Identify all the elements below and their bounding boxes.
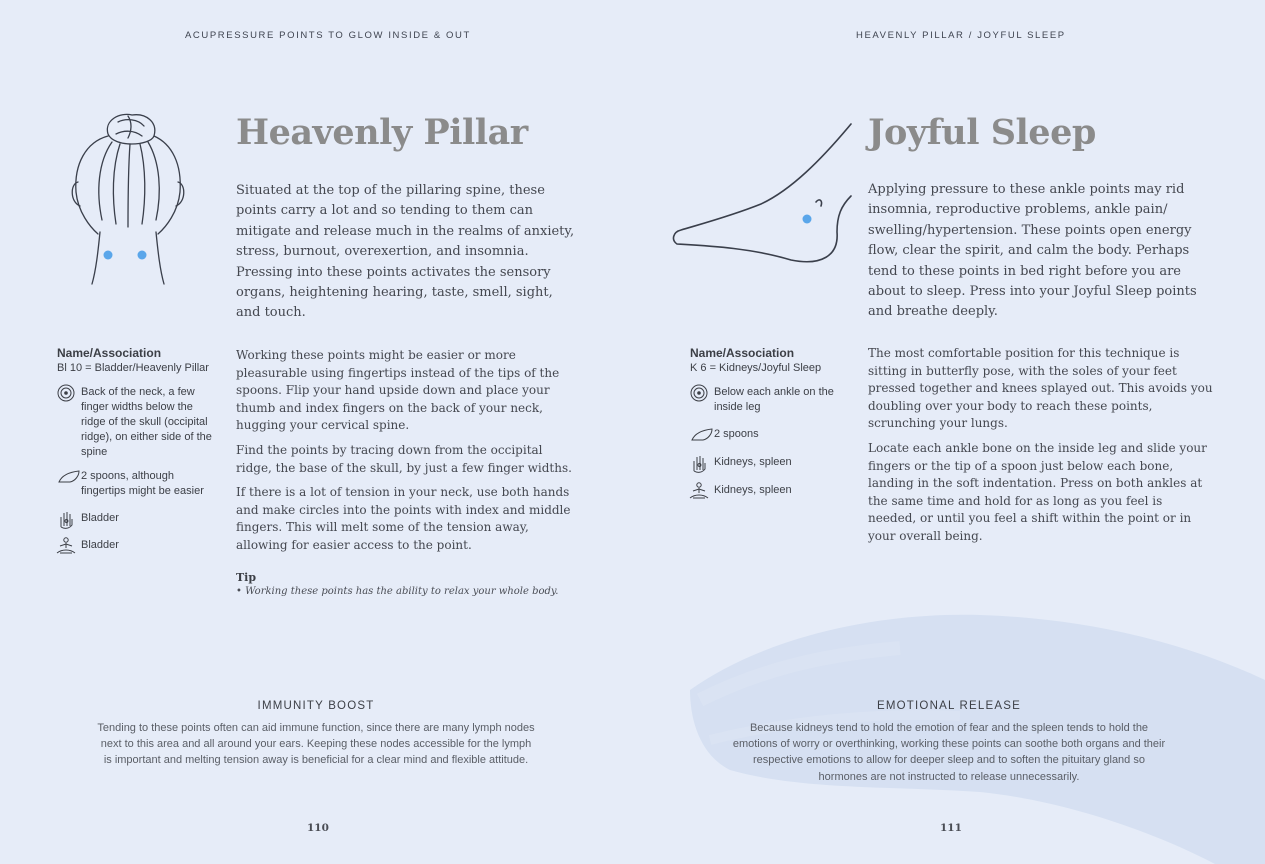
foot-illustration: [671, 120, 857, 268]
callout-title: IMMUNITY BOOST: [257, 700, 375, 712]
organ-text: Kidneys, spleen: [714, 456, 792, 468]
page-title: Joyful Sleep: [868, 112, 1096, 153]
pressure-point-marker: [104, 251, 113, 260]
spoon-icon: [689, 425, 713, 445]
point-name: K 6 = Kidneys/Joyful Sleep: [690, 362, 822, 374]
point-name: Bl 10 = Bladder/Heavenly Pillar: [57, 362, 209, 374]
hand-icon: [689, 453, 709, 473]
running-head: HEAVENLY PILLAR / JOYFUL SLEEP: [856, 30, 1066, 41]
target-icon: [689, 383, 709, 403]
left-page: [0, 0, 632, 864]
head-back-illustration: [68, 112, 188, 290]
tip-block: [236, 571, 581, 597]
organ-item: [690, 455, 850, 470]
body-text: [236, 347, 581, 562]
location-text: Back of the neck, a few finger widths below the ridge of the skull (occipital ridge), on either side of the spine: [81, 386, 212, 458]
location-item: [690, 385, 850, 415]
body-paragraph: Locate each ankle bone on the inside leg and slide your fingers or the tip of a spoon just below each bone, landing in the soft indentation. Press on both ankles at the same time and hold for as long as you feel is needed, or until you feel a shift within the point or in your overall being.: [868, 440, 1207, 543]
emotion-text: Kidneys, spleen: [714, 484, 792, 496]
callout-text: Because kidneys tend to hold the emotion of fear and the spleen tends to hold the emotions of worry or overthinking, working these points can soothe both organs and their respective emotions to allow for deeper sleep and to soften the pituitary gland so hormones are not instructed to release unnecessarily.: [732, 722, 1166, 783]
spoon-icon: [56, 467, 80, 487]
emotion-item: [57, 538, 217, 553]
body-paragraph: The most comfortable position for this technique is sitting in butterfly pose, with the soles of your feet pressed together and knees splayed out. This avoids you doubling over your body to reach these points, scrunching your lungs.: [868, 346, 1213, 431]
right-page: [633, 0, 1265, 864]
intro-paragraph: Situated at the top of the pillaring spine, these points carry a lot and so tending to them can mitigate and release much in the realms of anxiety, stress, burnout, overexertion, and insomnia. Pressing into these points activates the sensory organs, heightening hearing, taste, smell, sight, and touch.: [236, 183, 575, 321]
association-sidebar: [57, 346, 217, 553]
callout-title: EMOTIONAL RELEASE: [877, 700, 1021, 712]
body-paragraph: Find the points by tracing down from the occipital ridge, the base of the skull, by just a few finger widths.: [236, 442, 572, 475]
organ-text: Bladder: [81, 512, 119, 524]
location-text: Below each ankle on the inside leg: [714, 386, 834, 413]
tip-text: • Working these points has the ability to relax your whole body.: [236, 586, 559, 597]
tools-item: [57, 469, 217, 499]
callout-text: Tending to these points often can aid immune function, since there are many lymph nodes next to this area and all around your ears. Keeping these nodes accessible for the lymph is important and melting tension away is beneficial for a clear mind and flexible attitude.: [97, 722, 535, 767]
emotion-item: [690, 483, 850, 498]
body-paragraph: If there is a lot of tension in your neck, use both hands and make circles into the points with index and middle fingers. This will melt some of the tension away, allowing for easier access to the point.: [236, 485, 571, 552]
emotion-text: Bladder: [81, 539, 119, 551]
pressure-point-marker: [803, 215, 812, 224]
body-text: [868, 345, 1213, 553]
sidebar-heading: Name/Association: [57, 346, 162, 360]
sidebar-heading: Name/Association: [690, 346, 795, 360]
association-sidebar: [690, 346, 850, 498]
tools-text: 2 spoons: [714, 428, 759, 440]
running-head: ACUPRESSURE POINTS TO GLOW INSIDE & OUT: [185, 30, 471, 41]
meditation-icon: [56, 536, 76, 556]
page-number: 111: [940, 822, 962, 834]
intro-paragraph: Applying pressure to these ankle points may rid insomnia, reproductive problems, ankle pain/ swelling/hypertension. These points open energy flow, clear the spirit, and calm the body. Perhaps tend to these points in bed right before you are about to sleep. Press into your Joyful Sleep points and breathe deeply.: [868, 182, 1197, 320]
organ-item: [57, 511, 217, 526]
body-paragraph: Working these points might be easier or more pleasurable using fingertips instead of the tips of the spoons. Flip your hand upside down and place your thumb and index fingers on the back of your neck, hugging your cervical spine.: [236, 348, 560, 433]
hand-icon: [56, 509, 76, 529]
meditation-icon: [689, 481, 709, 501]
page-number: 110: [307, 822, 329, 834]
page-title: Heavenly Pillar: [236, 112, 528, 153]
location-item: [57, 385, 217, 460]
target-icon: [56, 383, 76, 403]
tools-item: [690, 427, 850, 442]
pressure-point-marker: [138, 251, 147, 260]
tip-label: Tip: [236, 571, 257, 584]
tools-text: 2 spoons, although fingertips might be easier: [81, 470, 204, 497]
